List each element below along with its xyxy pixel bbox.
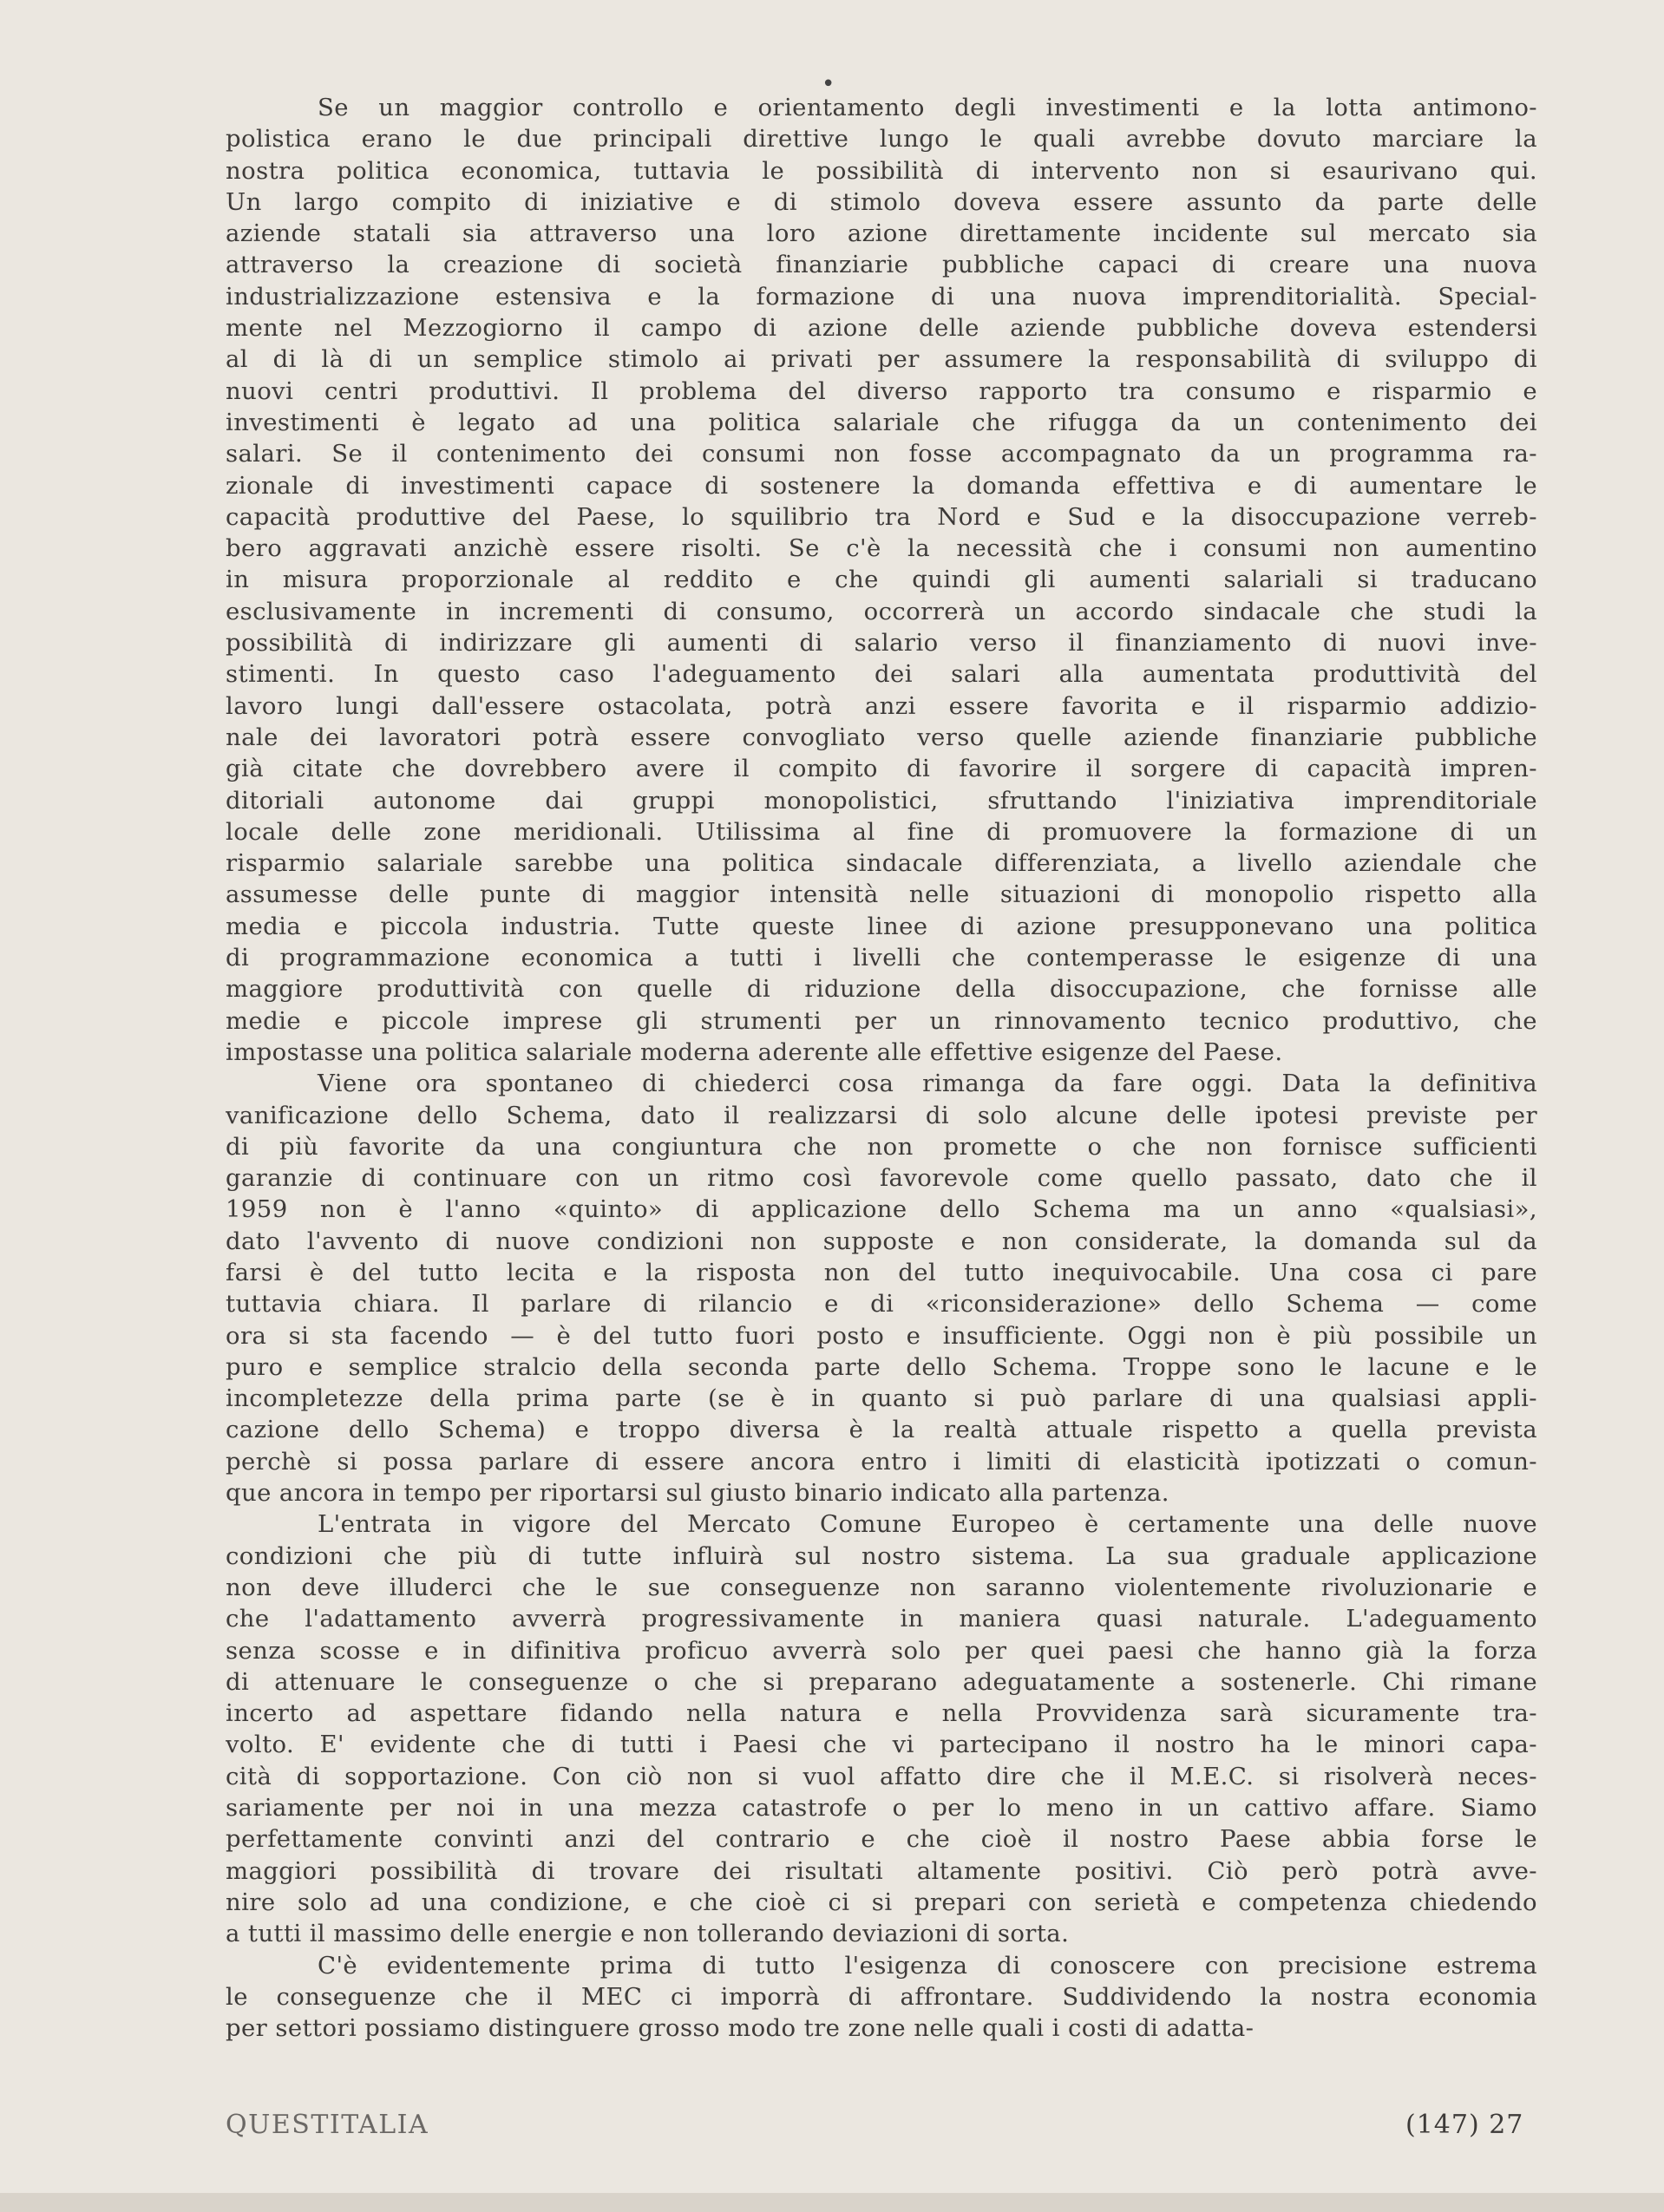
text-line: polistica erano le due principali direttive lungo le quali avrebbe dovuto marciare la [226, 125, 1537, 154]
text-line: al di là di un semplice stimolo ai privati per assumere la responsabilità di sviluppo di [226, 345, 1537, 374]
text-line: tuttavia chiara. Il parlare di rilancio e di «riconsiderazione» dello Schema — come [226, 1290, 1537, 1319]
text-line: incompletezze della prima parte (se è in quanto si può parlare di una qualsiasi appli- [226, 1384, 1537, 1413]
article-body [226, 92, 1537, 2044]
text-line: ora si sta facendo — è del tutto fuori posto e insufficiente. Oggi non è più possibile un [226, 1321, 1537, 1350]
text-line: stimenti. In questo caso l'adeguamento dei salari alla aumentata produttività del [226, 660, 1537, 689]
journal-name: QUESTITALIA [226, 2110, 429, 2140]
text-line: non deve illuderci che le sue conseguenze non saranno violentemente rivoluzionarie e [226, 1573, 1537, 1601]
page-number: (147) 27 [1405, 2110, 1524, 2140]
text-line: puro e semplice stralcio della seconda parte dello Schema. Troppe sono le lacune e le [226, 1352, 1537, 1381]
text-line: impostasse una politica salariale moderna aderente alle effettive esigenze del Paese. [226, 1037, 1283, 1066]
text-line: di più favorite da una congiuntura che non promette o che non fornisce sufficienti [226, 1132, 1537, 1161]
text-line: vanificazione dello Schema, dato il realizzarsi di solo alcune delle ipotesi previste per [226, 1101, 1537, 1129]
text-line: per settori possiamo distinguere grosso modo tre zone nelle quali i costi di adatta- [226, 2014, 1255, 2043]
text-line: volto. E' evidente che di tutti i Paesi che vi partecipano il nostro ha le minori capa- [226, 1731, 1537, 1759]
text-line: salari. Se il contenimento dei consumi non fosse accompagnato da un programma ra- [226, 440, 1537, 468]
text-line: zionale di investimenti capace di sostenere la domanda effettiva e di aumentare le [226, 471, 1537, 500]
text-line: condizioni che più di tutte influirà sul nostro sistema. La sua graduale applicazione [226, 1541, 1537, 1570]
text-line: nire solo ad una condizione, e che cioè ci si prepari con serietà e competenza chiedendo [226, 1888, 1537, 1916]
text-line: maggiori possibilità di trovare dei risultati altamente positivi. Ciò però potrà avve- [226, 1856, 1537, 1885]
paragraph [226, 1068, 1537, 1508]
text-line: Se un maggior controllo e orientamento degli investimenti e la lotta antimono- [318, 94, 1537, 121]
text-line: a tutti il massimo delle energie e non tollerando deviazioni di sorta. [226, 1920, 1070, 1948]
paragraph [226, 1950, 1537, 2045]
text-line: possibilità di indirizzare gli aumenti di salario verso il finanziamento di nuovi inve- [226, 629, 1537, 658]
text-line: media e piccola industria. Tutte queste linee di azione presupponevano una politica [226, 912, 1537, 940]
text-line: aziende statali sia attraverso una loro azione direttamente incidente sul mercato sia [226, 219, 1537, 248]
text-line: L'entrata in vigore del Mercato Comune Europeo è certamente una delle nuove [318, 1510, 1537, 1539]
text-line: di attenuare le conseguenze o che si preparano adeguatamente a sostenerle. Chi rimane [226, 1667, 1537, 1696]
text-line: industrializzazione estensiva e la formazione di una nuova imprenditorialità. Special- [226, 282, 1537, 311]
text-line: risparmio salariale sarebbe una politica sindacale differenziata, a livello aziendale che [226, 849, 1537, 878]
text-line: che l'adattamento avverrà progressivamente in maniera quasi naturale. L'adeguamento [226, 1605, 1537, 1633]
text-line: ditoriali autonome dai gruppi monopolistici, sfruttando l'iniziativa imprenditoriale [226, 786, 1537, 815]
text-line: garanzie di continuare con un ritmo così favorevole come quello passato, dato che il [226, 1164, 1537, 1193]
text-line: cazione dello Schema) e troppo diversa è la realtà attuale rispetto a quella prevista [226, 1416, 1537, 1444]
paragraph [226, 1508, 1537, 1949]
text-line: esclusivamente in incrementi di consumo, occorrerà un accordo sindacale che studi la [226, 597, 1537, 625]
text-line: le conseguenze che il MEC ci imporrà di affrontare. Suddividendo la nostra economia [226, 1982, 1537, 2011]
text-line: perchè si possa parlare di essere ancora entro i limiti di elasticità ipotizzati o comun- [226, 1447, 1537, 1476]
text-line: capacità produttive del Paese, lo squilibrio tra Nord e Sud e la disoccupazione verreb- [226, 502, 1537, 531]
text-line: nuovi centri produttivi. Il problema del diverso rapporto tra consumo e risparmio e [226, 376, 1537, 405]
text-line: que ancora in tempo per riportarsi sul giusto binario indicato alla partenza. [226, 1479, 1169, 1508]
text-line: nale dei lavoratori potrà essere convogliato verso quelle aziende finanziarie pubbliche [226, 723, 1537, 751]
text-line: 1959 non è l'anno «quinto» di applicazione dello Schema ma un anno «qualsiasi», [226, 1195, 1537, 1224]
text-line: Un largo compito di iniziative e di stimolo doveva essere assunto da parte delle [226, 187, 1537, 216]
text-line: bero aggravati anzichè essere risolti. Se c'è la necessità che i consumi non aumentino [226, 534, 1537, 563]
text-line: senza scosse e in difinitiva proficuo avverrà solo per quei paesi che hanno già la forza [226, 1636, 1537, 1665]
text-line: di programmazione economica a tutti i livelli che contemperasse le esigenze di una [226, 944, 1537, 972]
text-line: nostra politica economica, tuttavia le possibilità di intervento non si esaurivano qui. [226, 156, 1537, 185]
text-line: assumesse delle punte di maggior intensità nelle situazioni di monopolio rispetto alla [226, 880, 1537, 909]
text-line: farsi è del tutto lecita e la risposta non del tutto inequivocabile. Una cosa ci pare [226, 1258, 1537, 1286]
text-line: cità di sopportazione. Con ciò non si vuol affatto dire che il M.E.C. si risolverà neces- [226, 1762, 1537, 1790]
text-line: medie e piccole imprese gli strumenti per un rinnovamento tecnico produttivo, che [226, 1006, 1537, 1035]
text-line: Viene ora spontaneo di chiederci cosa rimanga da fare oggi. Data la definitiva [318, 1070, 1537, 1098]
text-line: C'è evidentemente prima di tutto l'esigenza di conoscere con precisione estrema [318, 1951, 1537, 1980]
text-line: lavoro lungi dall'essere ostacolata, potrà anzi essere favorita e il risparmio addizio- [226, 691, 1537, 720]
text-line: perfettamente convinti anzi del contrario e che cioè il nostro Paese abbia forse le [226, 1825, 1537, 1854]
text-line: sariamente per noi in una mezza catastrofe o per lo meno in un cattivo affare. Siamo [226, 1794, 1537, 1823]
text-line: incerto ad aspettare fidando nella natura e nella Provvidenza sarà sicuramente tra- [226, 1699, 1537, 1728]
text-line: già citate che dovrebbero avere il compito di favorire il sorgere di capacità impren- [226, 755, 1537, 783]
text-line: locale delle zone meridionali. Utilissima al fine di promuovere la formazione di un [226, 817, 1537, 846]
text-line: maggiore produttività con quelle di riduzione della disoccupazione, che fornisse alle [226, 975, 1537, 1004]
text-line: investimenti è legato ad una politica salariale che rifugga da un contenimento dei [226, 408, 1537, 436]
top-mark: • [822, 71, 835, 97]
text-line: attraverso la creazione di società finanziarie pubbliche capaci di creare una nuova [226, 251, 1537, 279]
text-line: mente nel Mezzogiorno il campo di azione delle aziende pubbliche doveva estendersi [226, 314, 1537, 343]
text-line: dato l'avvento di nuove condizioni non supposte e non considerate, la domanda sul da [226, 1227, 1537, 1255]
paragraph [226, 92, 1537, 1068]
text-line: in misura proporzionale al reddito e che quindi gli aumenti salariali si traducano [226, 566, 1537, 594]
